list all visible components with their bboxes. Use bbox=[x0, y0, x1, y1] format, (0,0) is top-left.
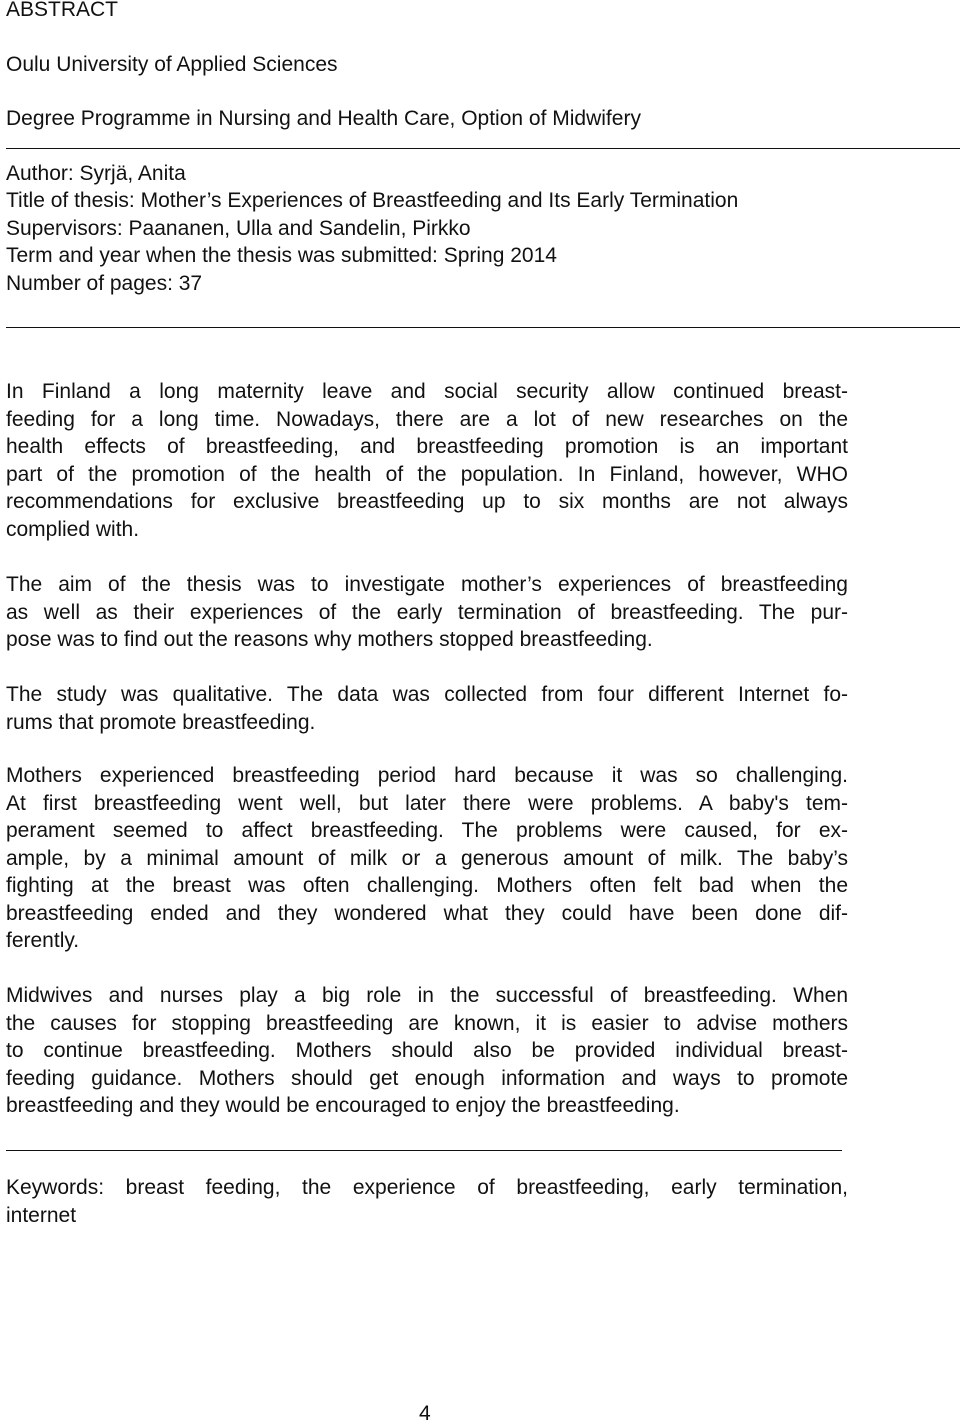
author-line: Author: Syrjä, Anita bbox=[6, 162, 186, 185]
abstract-paragraph-5 bbox=[6, 982, 848, 1120]
paragraph-line: as well as their experiences of the early termination of breastfeeding. The pur- bbox=[6, 600, 848, 624]
paragraph-line: health effects of breastfeeding, and breastfeeding promotion is an important bbox=[6, 435, 848, 458]
term-line: Term and year when the thesis was submitted: Spring 2014 bbox=[6, 244, 557, 267]
abstract-paragraph-1 bbox=[6, 378, 848, 543]
abstract-paragraph-4 bbox=[6, 762, 848, 955]
keywords-line: Keywords: breast feeding, the experience of breastfeeding, early termination, bbox=[6, 1176, 848, 1199]
paragraph-line: breastfeeding and they would be encouraged to enjoy the breastfeeding. bbox=[6, 1094, 680, 1117]
top-rule bbox=[6, 148, 960, 149]
abstract-paragraph-2 bbox=[6, 571, 848, 654]
page-count-line: Number of pages: 37 bbox=[6, 272, 203, 295]
paragraph-line: the causes for stopping breastfeeding are known, it is easier to advise mothers bbox=[6, 1011, 848, 1035]
meta-rule bbox=[6, 327, 960, 328]
paragraph-line: rums that promote breastfeeding. bbox=[6, 710, 316, 734]
paragraph-line: In Finland a long maternity leave and social security allow continued breast- bbox=[6, 380, 848, 403]
paragraph-line: perament seemed to affect breastfeeding. The problems were caused, for ex- bbox=[6, 819, 848, 842]
paragraph-line: ample, by a minimal amount of milk or a generous amount of milk. The baby’s bbox=[6, 846, 848, 870]
paragraph-line: part of the promotion of the health of the population. In Finland, however, WHO bbox=[6, 462, 848, 486]
degree-programme: Degree Programme in Nursing and Health Care, Option of Midwifery bbox=[6, 107, 641, 130]
paragraph-line: Mothers experienced breastfeeding period hard because it was so challenging. bbox=[6, 764, 848, 787]
paragraph-line: feeding guidance. Mothers should get enough information and ways to promote bbox=[6, 1066, 848, 1090]
page-number: 4 bbox=[419, 1402, 431, 1425]
paragraph-line: Midwives and nurses play a big role in the successful of breastfeeding. When bbox=[6, 984, 848, 1007]
paragraph-line: recommendations for exclusive breastfeeding up to six months are not always bbox=[6, 490, 848, 513]
paragraph-line: fighting at the breast was often challenging. Mothers often felt bad when the bbox=[6, 874, 848, 897]
keywords-block bbox=[6, 1174, 848, 1229]
supervisors-line: Supervisors: Paananen, Ulla and Sandelin, Pirkko bbox=[6, 217, 471, 240]
paragraph-line: breastfeeding ended and they wondered what they could have been done dif- bbox=[6, 901, 848, 925]
paragraph-line: ferently. bbox=[6, 929, 80, 952]
paragraph-line: The study was qualitative. The data was collected from four different Internet fo- bbox=[6, 683, 848, 706]
paragraph-line: feeding for a long time. Nowadays, there are a lot of new researches on the bbox=[6, 407, 848, 431]
paragraph-line: to continue breastfeeding. Mothers should also be provided individual breast- bbox=[6, 1039, 848, 1062]
paragraph-line: pose was to find out the reasons why mothers stopped breastfeeding. bbox=[6, 628, 653, 651]
abstract-paragraph-3 bbox=[6, 681, 848, 736]
paragraph-line: The aim of the thesis was to investigate mother’s experiences of breastfeeding bbox=[6, 573, 848, 596]
abstract-heading: ABSTRACT bbox=[6, 0, 119, 21]
keywords-line: internet bbox=[6, 1203, 77, 1227]
paragraph-line: At first breastfeeding went well, but later there were problems. A baby's tem- bbox=[6, 791, 848, 815]
paragraph-line: complied with. bbox=[6, 517, 140, 541]
keywords-rule bbox=[6, 1150, 842, 1151]
institution-name: Oulu University of Applied Sciences bbox=[6, 53, 338, 76]
thesis-title-line: Title of thesis: Mother’s Experiences of Breastfeeding and Its Early Termination bbox=[6, 189, 739, 212]
